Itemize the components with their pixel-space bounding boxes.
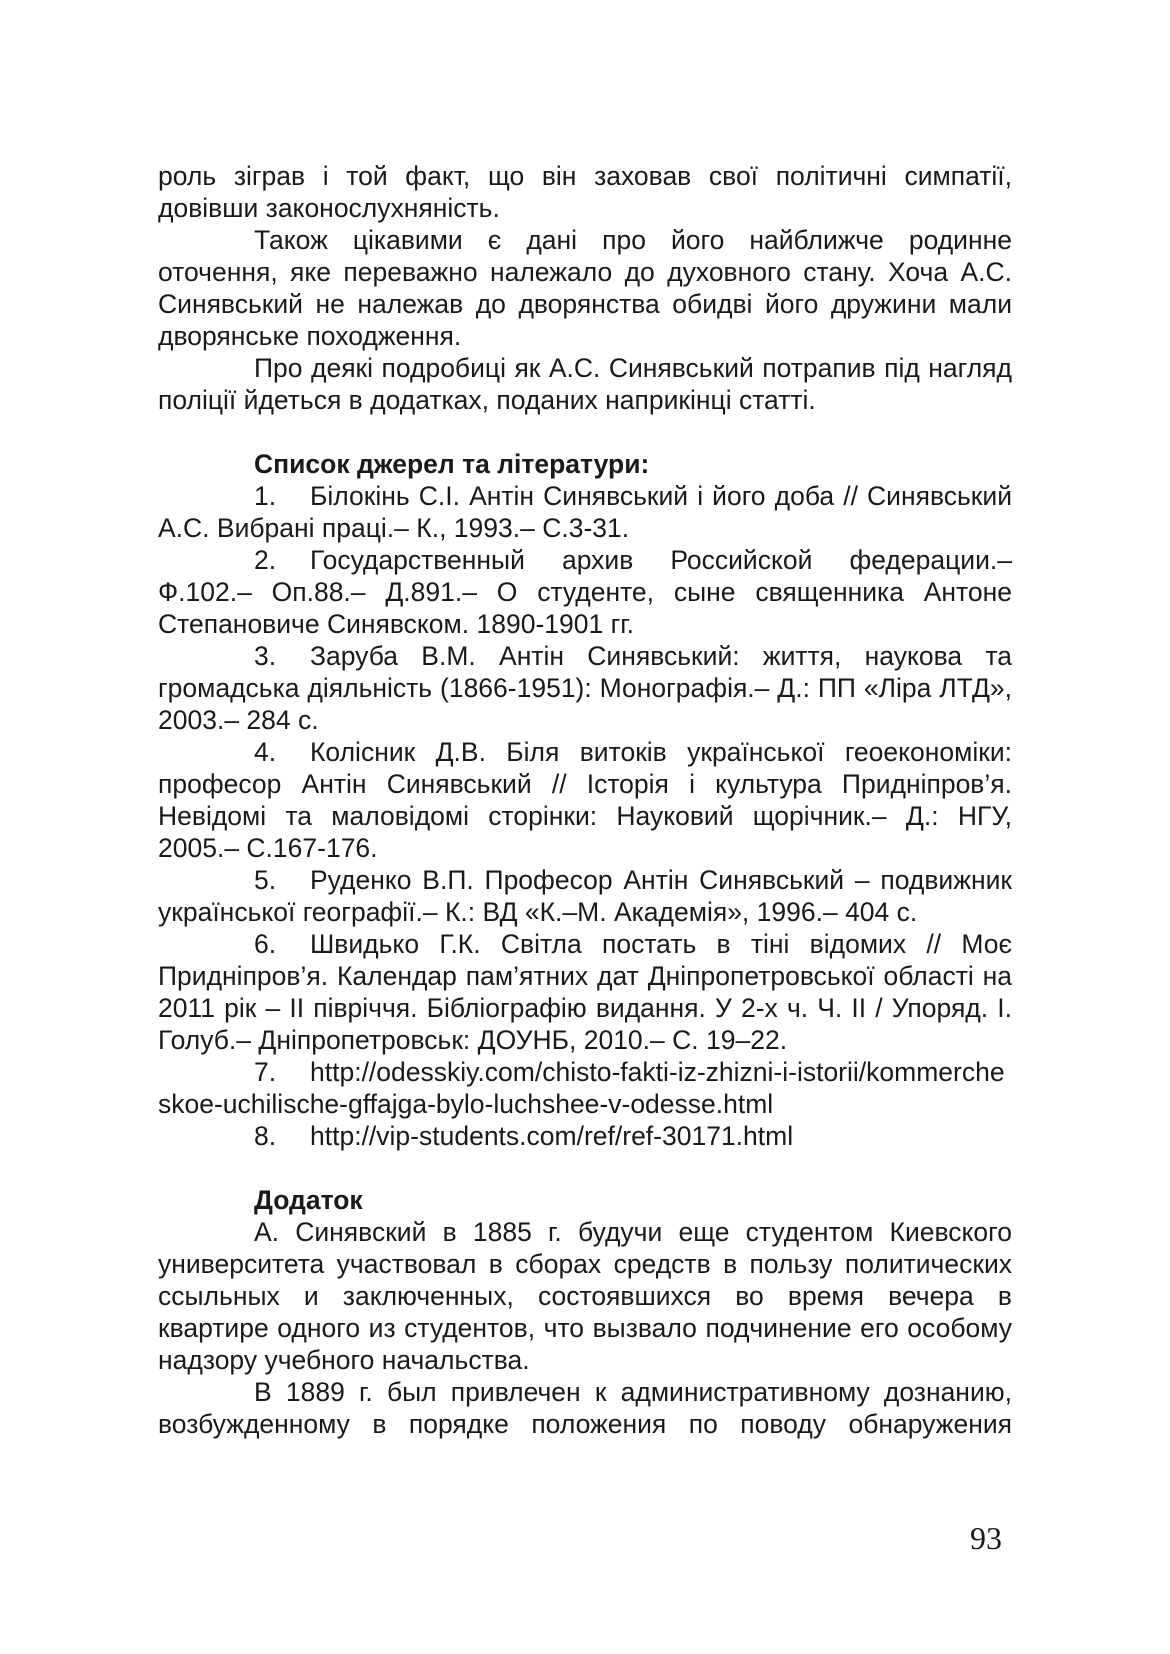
page-body — [158, 160, 1012, 1440]
reference-number: 8. — [254, 1121, 277, 1151]
reference-number: 3. — [254, 641, 277, 671]
reference-item — [158, 480, 1012, 544]
reference-number: 2. — [254, 545, 277, 575]
appendix-heading: Додаток — [254, 1185, 363, 1215]
reference-text: Заруба В.М. Антін Синявський: життя, наукова та громадська діяльність (1866-1951): Монографія.– Д.: ПП «Ліра ЛТД», 2003.– 284 с. — [158, 641, 1012, 735]
reference-item — [158, 544, 1012, 640]
reference-link[interactable]: http://odesskiy.com/chisto-fakti-iz-zhizni-i-istorii/kommercheskoe-uchilische-gffajga-bylo-luchshee-v-odesse.html — [158, 1057, 1005, 1119]
appendix-paragraph: А. Синявский в 1885 г. будучи еще студентом Киевского университета участвовал в сборах средств в пользу политических ссыльных и заключенных, состоявшихся во время вечера в квартире одного из студентов, что вызвало подчинение его особому надзору учебного начальства. — [158, 1217, 1012, 1375]
reference-number: 4. — [254, 737, 277, 767]
reference-link[interactable]: http://vip-students.com/ref/ref-30171.html — [310, 1121, 794, 1151]
reference-number: 5. — [254, 865, 277, 895]
appendix-paragraph: В 1889 г. был привлечен к административному дознанию, возбужденному в порядке положения по поводу обнаружения — [158, 1377, 1012, 1439]
reference-text: Руденко В.П. Професор Антін Синявський – подвижник української географії.– К.: ВД «К.–М. Академія», 1996.– 404 с. — [158, 865, 1012, 927]
reference-number: 6. — [254, 929, 277, 959]
reference-item — [158, 1120, 1012, 1152]
reference-text: Білокінь С.І. Антін Синявський і його доба // Синявський А.С. Вибрані праці.– К., 1993.– С.3-31. — [158, 481, 1012, 543]
reference-item — [158, 736, 1012, 864]
reference-item — [158, 1056, 1012, 1120]
references-list — [158, 480, 1012, 1152]
body-paragraph: Також цікавими є дані про його найближче родинне оточення, яке переважно належало до духовного стану. Хоча А.С. Синявський не належав до дворянства обидві його дружини мали дворянське походження. — [158, 225, 1012, 351]
reference-number: 7. — [254, 1057, 277, 1087]
reference-item — [158, 864, 1012, 928]
reference-number: 1. — [254, 481, 277, 511]
reference-text: Швидько Г.К. Світла постать в тіні відомих // Моє Придніпров’я. Календар пам’ятних дат Дніпропетровської області на 2011 рік – ІІ півріччя. Бібліографію видання. У 2-х ч. Ч. ІІ / Упоряд. І. Голуб.– Дніпропетровськ: ДОУНБ, 2010.– С. 19–22. — [158, 929, 1012, 1055]
body-paragraph: роль зіграв і той факт, що він заховав свої політичні симпатії, довівши законослухняність. — [158, 161, 1012, 223]
references-heading: Список джерел та літератури: — [254, 449, 650, 479]
reference-text: Государственный архив Российской федерации.– Ф.102.– Оп.88.– Д.891.– О студенте, сыне священника Антоне Степановиче Синявском. 1890-1901 гг. — [158, 545, 1012, 639]
reference-item — [158, 928, 1012, 1056]
reference-item — [158, 640, 1012, 736]
page-number: 93 — [970, 1520, 1002, 1556]
body-paragraph: Про деякі подробиці як А.С. Синявський потрапив під нагляд поліції йдеться в додатках, поданих наприкінці статті. — [158, 353, 1012, 415]
reference-text: Колісник Д.В. Біля витоків української геоекономіки: професор Антін Синявський // Історія і культура Придніпров’я. Невідомі та маловідомі сторінки: Науковий щорічник.– Д.: НГУ, 2005.– С.167-176. — [158, 737, 1012, 863]
